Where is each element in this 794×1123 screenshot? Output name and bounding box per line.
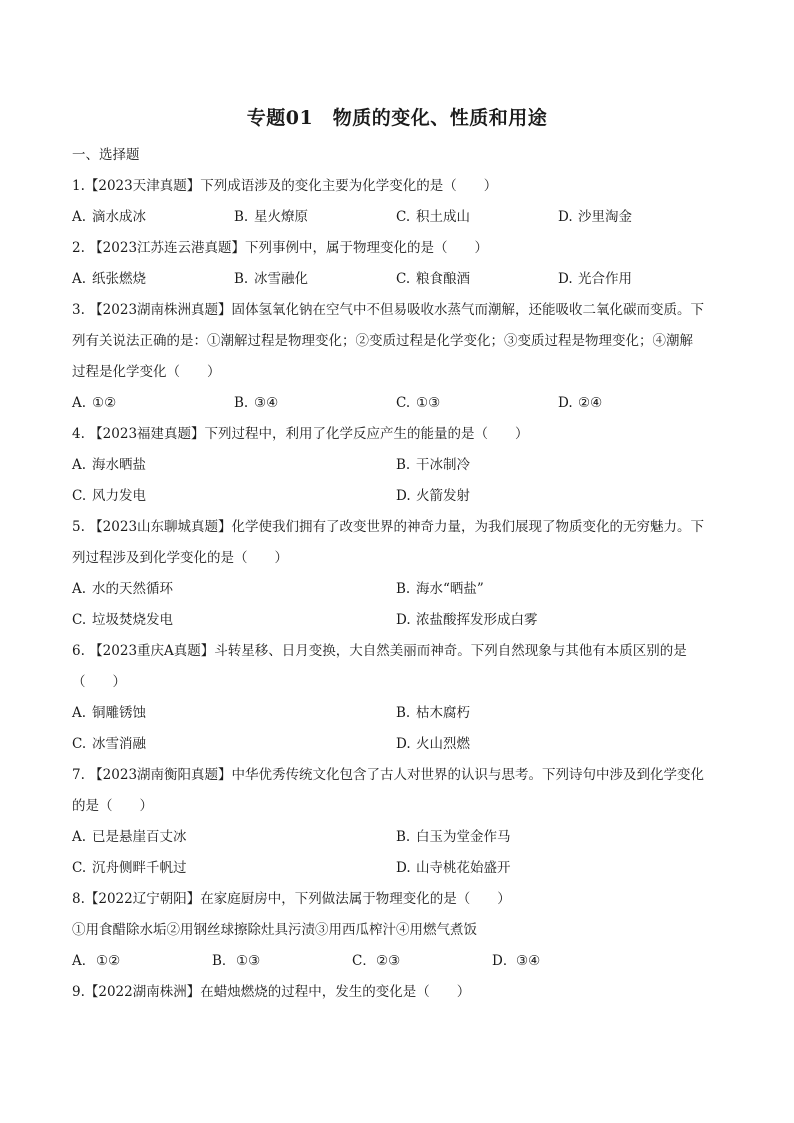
option-label: C. bbox=[72, 860, 87, 876]
option-b bbox=[234, 202, 396, 233]
option-text: 星火燎原 bbox=[254, 209, 308, 225]
option-label: A. bbox=[72, 395, 87, 411]
question-stem: 9.【2022湖南株洲】在蜡烛燃烧的过程中，发生的变化是（ ） bbox=[72, 984, 471, 1000]
option-label: D. bbox=[558, 209, 573, 225]
option-label: D． bbox=[492, 953, 517, 969]
option-label: A. bbox=[72, 705, 87, 721]
option-text: 纸张燃烧 bbox=[92, 271, 146, 287]
option-row bbox=[72, 481, 722, 512]
option-row bbox=[72, 264, 722, 295]
option-label: A. bbox=[72, 209, 87, 225]
option-label: A. bbox=[72, 581, 87, 597]
option-d bbox=[492, 946, 632, 977]
option-text: ②③ bbox=[376, 953, 401, 969]
option-label: A． bbox=[72, 953, 96, 969]
question-stem-cont: 的是（ ） bbox=[72, 798, 153, 814]
question-stem-cont: 列过程涉及到化学变化的是（ ） bbox=[72, 550, 288, 566]
question-3 bbox=[72, 295, 722, 419]
option-text: 风力发电 bbox=[92, 488, 146, 504]
option-text: 白玉为堂金作马 bbox=[416, 829, 511, 845]
option-text: 海水“晒盐” bbox=[416, 581, 484, 597]
question-stem-cont: （ ） bbox=[72, 674, 126, 690]
option-row bbox=[72, 946, 722, 977]
option-b bbox=[396, 574, 720, 605]
question-7 bbox=[72, 760, 722, 884]
option-c bbox=[72, 481, 396, 512]
option-row bbox=[72, 853, 722, 884]
option-label: B. bbox=[396, 705, 411, 721]
option-d bbox=[558, 264, 632, 295]
option-label: B. bbox=[396, 457, 411, 473]
option-label: B. bbox=[396, 581, 411, 597]
option-text: 沙里淘金 bbox=[578, 209, 632, 225]
option-label: B. bbox=[234, 271, 249, 287]
question-stem: 1.【2023天津真题】下列成语涉及的变化主要为化学变化的是（ ） bbox=[72, 178, 498, 194]
option-a bbox=[72, 264, 234, 295]
page-title: 专题01 物质的变化、性质和用途 bbox=[246, 107, 548, 129]
question-stem: 4. 【2023福建真题】下列过程中，利用了化学反应产生的能量的是（ ） bbox=[72, 426, 529, 442]
option-text: 铜雕锈蚀 bbox=[92, 705, 146, 721]
option-text: ③④ bbox=[254, 395, 279, 411]
option-b bbox=[396, 450, 720, 481]
option-c bbox=[396, 202, 558, 233]
option-row bbox=[72, 605, 722, 636]
option-label: D. bbox=[396, 612, 411, 628]
option-text: 山寺桃花始盛开 bbox=[416, 860, 511, 876]
option-label: B. bbox=[234, 395, 249, 411]
option-label: C． bbox=[352, 953, 376, 969]
option-text: 沉舟侧畔千帆过 bbox=[92, 860, 187, 876]
question-stem: 2. 【2023江苏连云港真题】下列事例中，属于物理变化的是（ ） bbox=[72, 240, 489, 256]
option-a bbox=[72, 946, 212, 977]
option-b bbox=[396, 822, 720, 853]
option-d bbox=[396, 605, 720, 636]
option-text: 滴水成冰 bbox=[92, 209, 146, 225]
option-b bbox=[234, 388, 396, 419]
question-stem: 5. 【2023山东聊城真题】化学使我们拥有了改变世界的神奇力量，为我们展现了物质变化的无穷魅力。下 bbox=[72, 519, 705, 535]
question-2 bbox=[72, 233, 722, 295]
option-d bbox=[558, 202, 632, 233]
option-label: A. bbox=[72, 271, 87, 287]
option-text: 粮食酿酒 bbox=[416, 271, 470, 287]
question-4 bbox=[72, 419, 722, 512]
option-text: 已是悬崖百丈冰 bbox=[92, 829, 187, 845]
option-c bbox=[72, 605, 396, 636]
option-text: ②④ bbox=[578, 395, 603, 411]
option-row bbox=[72, 574, 722, 605]
option-text: ①③ bbox=[236, 953, 261, 969]
option-text: 水的天然循环 bbox=[92, 581, 173, 597]
section-heading: 一、选择题 bbox=[72, 147, 140, 163]
option-row bbox=[72, 450, 722, 481]
option-d bbox=[396, 853, 720, 884]
option-label: D. bbox=[558, 271, 573, 287]
question-stem: 7. 【2023湖南衡阳真题】中华优秀传统文化包含了古人对世界的认识与思考。下列诗句中涉及到化学变化 bbox=[72, 767, 705, 783]
question-list bbox=[72, 140, 722, 1008]
option-d bbox=[396, 481, 720, 512]
option-text: 冰雪消融 bbox=[92, 736, 146, 752]
option-d bbox=[396, 729, 720, 760]
option-label: D. bbox=[396, 488, 411, 504]
question-8 bbox=[72, 884, 722, 977]
option-row bbox=[72, 388, 722, 419]
option-text: 火箭发射 bbox=[416, 488, 470, 504]
question-stem-cont: ①用食醋除水垢②用钢丝球擦除灶具污渍③用西瓜榨汁④用燃气煮饭 bbox=[72, 922, 477, 938]
option-b bbox=[212, 946, 352, 977]
option-label: B． bbox=[212, 953, 236, 969]
option-label: D. bbox=[396, 736, 411, 752]
option-label: B. bbox=[396, 829, 411, 845]
option-label: B. bbox=[234, 209, 249, 225]
option-text: 积土成山 bbox=[416, 209, 470, 225]
option-text: 浓盐酸挥发形成白雾 bbox=[416, 612, 538, 628]
option-text: 垃圾焚烧发电 bbox=[92, 612, 173, 628]
option-text: 光合作用 bbox=[578, 271, 632, 287]
question-5 bbox=[72, 512, 722, 636]
option-label: C. bbox=[396, 271, 411, 287]
option-row bbox=[72, 822, 722, 853]
option-row bbox=[72, 202, 722, 233]
option-c bbox=[72, 853, 396, 884]
option-text: ①② bbox=[96, 953, 121, 969]
option-b bbox=[234, 264, 396, 295]
option-label: C. bbox=[396, 209, 411, 225]
option-text: ①③ bbox=[416, 395, 441, 411]
option-c bbox=[396, 264, 558, 295]
option-label: C. bbox=[72, 736, 87, 752]
question-stem: 6. 【2023重庆A真题】斗转星移、日月变换，大自然美丽而神奇。下列自然现象与其他有本质区别的是 bbox=[72, 643, 687, 659]
option-row bbox=[72, 729, 722, 760]
option-b bbox=[396, 698, 720, 729]
option-text: 枯木腐朽 bbox=[416, 705, 470, 721]
option-text: 海水晒盐 bbox=[92, 457, 146, 473]
option-text: 冰雪融化 bbox=[254, 271, 308, 287]
question-stem: 8.【2022辽宁朝阳】在家庭厨房中，下列做法属于物理变化的是（ ） bbox=[72, 891, 511, 907]
question-stem-cont: 过程是化学变化（ ） bbox=[72, 364, 221, 380]
option-text: ③④ bbox=[516, 953, 541, 969]
option-a bbox=[72, 574, 396, 605]
option-label: D. bbox=[396, 860, 411, 876]
option-a bbox=[72, 822, 396, 853]
option-c bbox=[396, 388, 558, 419]
option-label: A. bbox=[72, 457, 87, 473]
question-1 bbox=[72, 171, 722, 233]
option-label: A. bbox=[72, 829, 87, 845]
question-stem-cont: 列有关说法正确的是：①潮解过程是物理变化；②变质过程是化学变化；③变质过程是物理变化；④潮解 bbox=[72, 333, 693, 349]
question-6 bbox=[72, 636, 722, 760]
option-label: C. bbox=[396, 395, 411, 411]
option-label: C. bbox=[72, 488, 87, 504]
option-c bbox=[352, 946, 492, 977]
option-c bbox=[72, 729, 396, 760]
option-text: 干冰制冷 bbox=[416, 457, 470, 473]
option-a bbox=[72, 202, 234, 233]
option-d bbox=[558, 388, 602, 419]
question-9 bbox=[72, 977, 722, 1008]
option-text: ①② bbox=[92, 395, 117, 411]
option-a bbox=[72, 450, 396, 481]
option-label: C. bbox=[72, 612, 87, 628]
option-label: D. bbox=[558, 395, 573, 411]
option-a bbox=[72, 698, 396, 729]
option-row bbox=[72, 698, 722, 729]
question-stem: 3. 【2023湖南株洲真题】固体氢氧化钠在空气中不但易吸收水蒸气而潮解，还能吸收二氧化碳而变质。下 bbox=[72, 302, 705, 318]
option-a bbox=[72, 388, 234, 419]
option-text: 火山烈燃 bbox=[416, 736, 470, 752]
